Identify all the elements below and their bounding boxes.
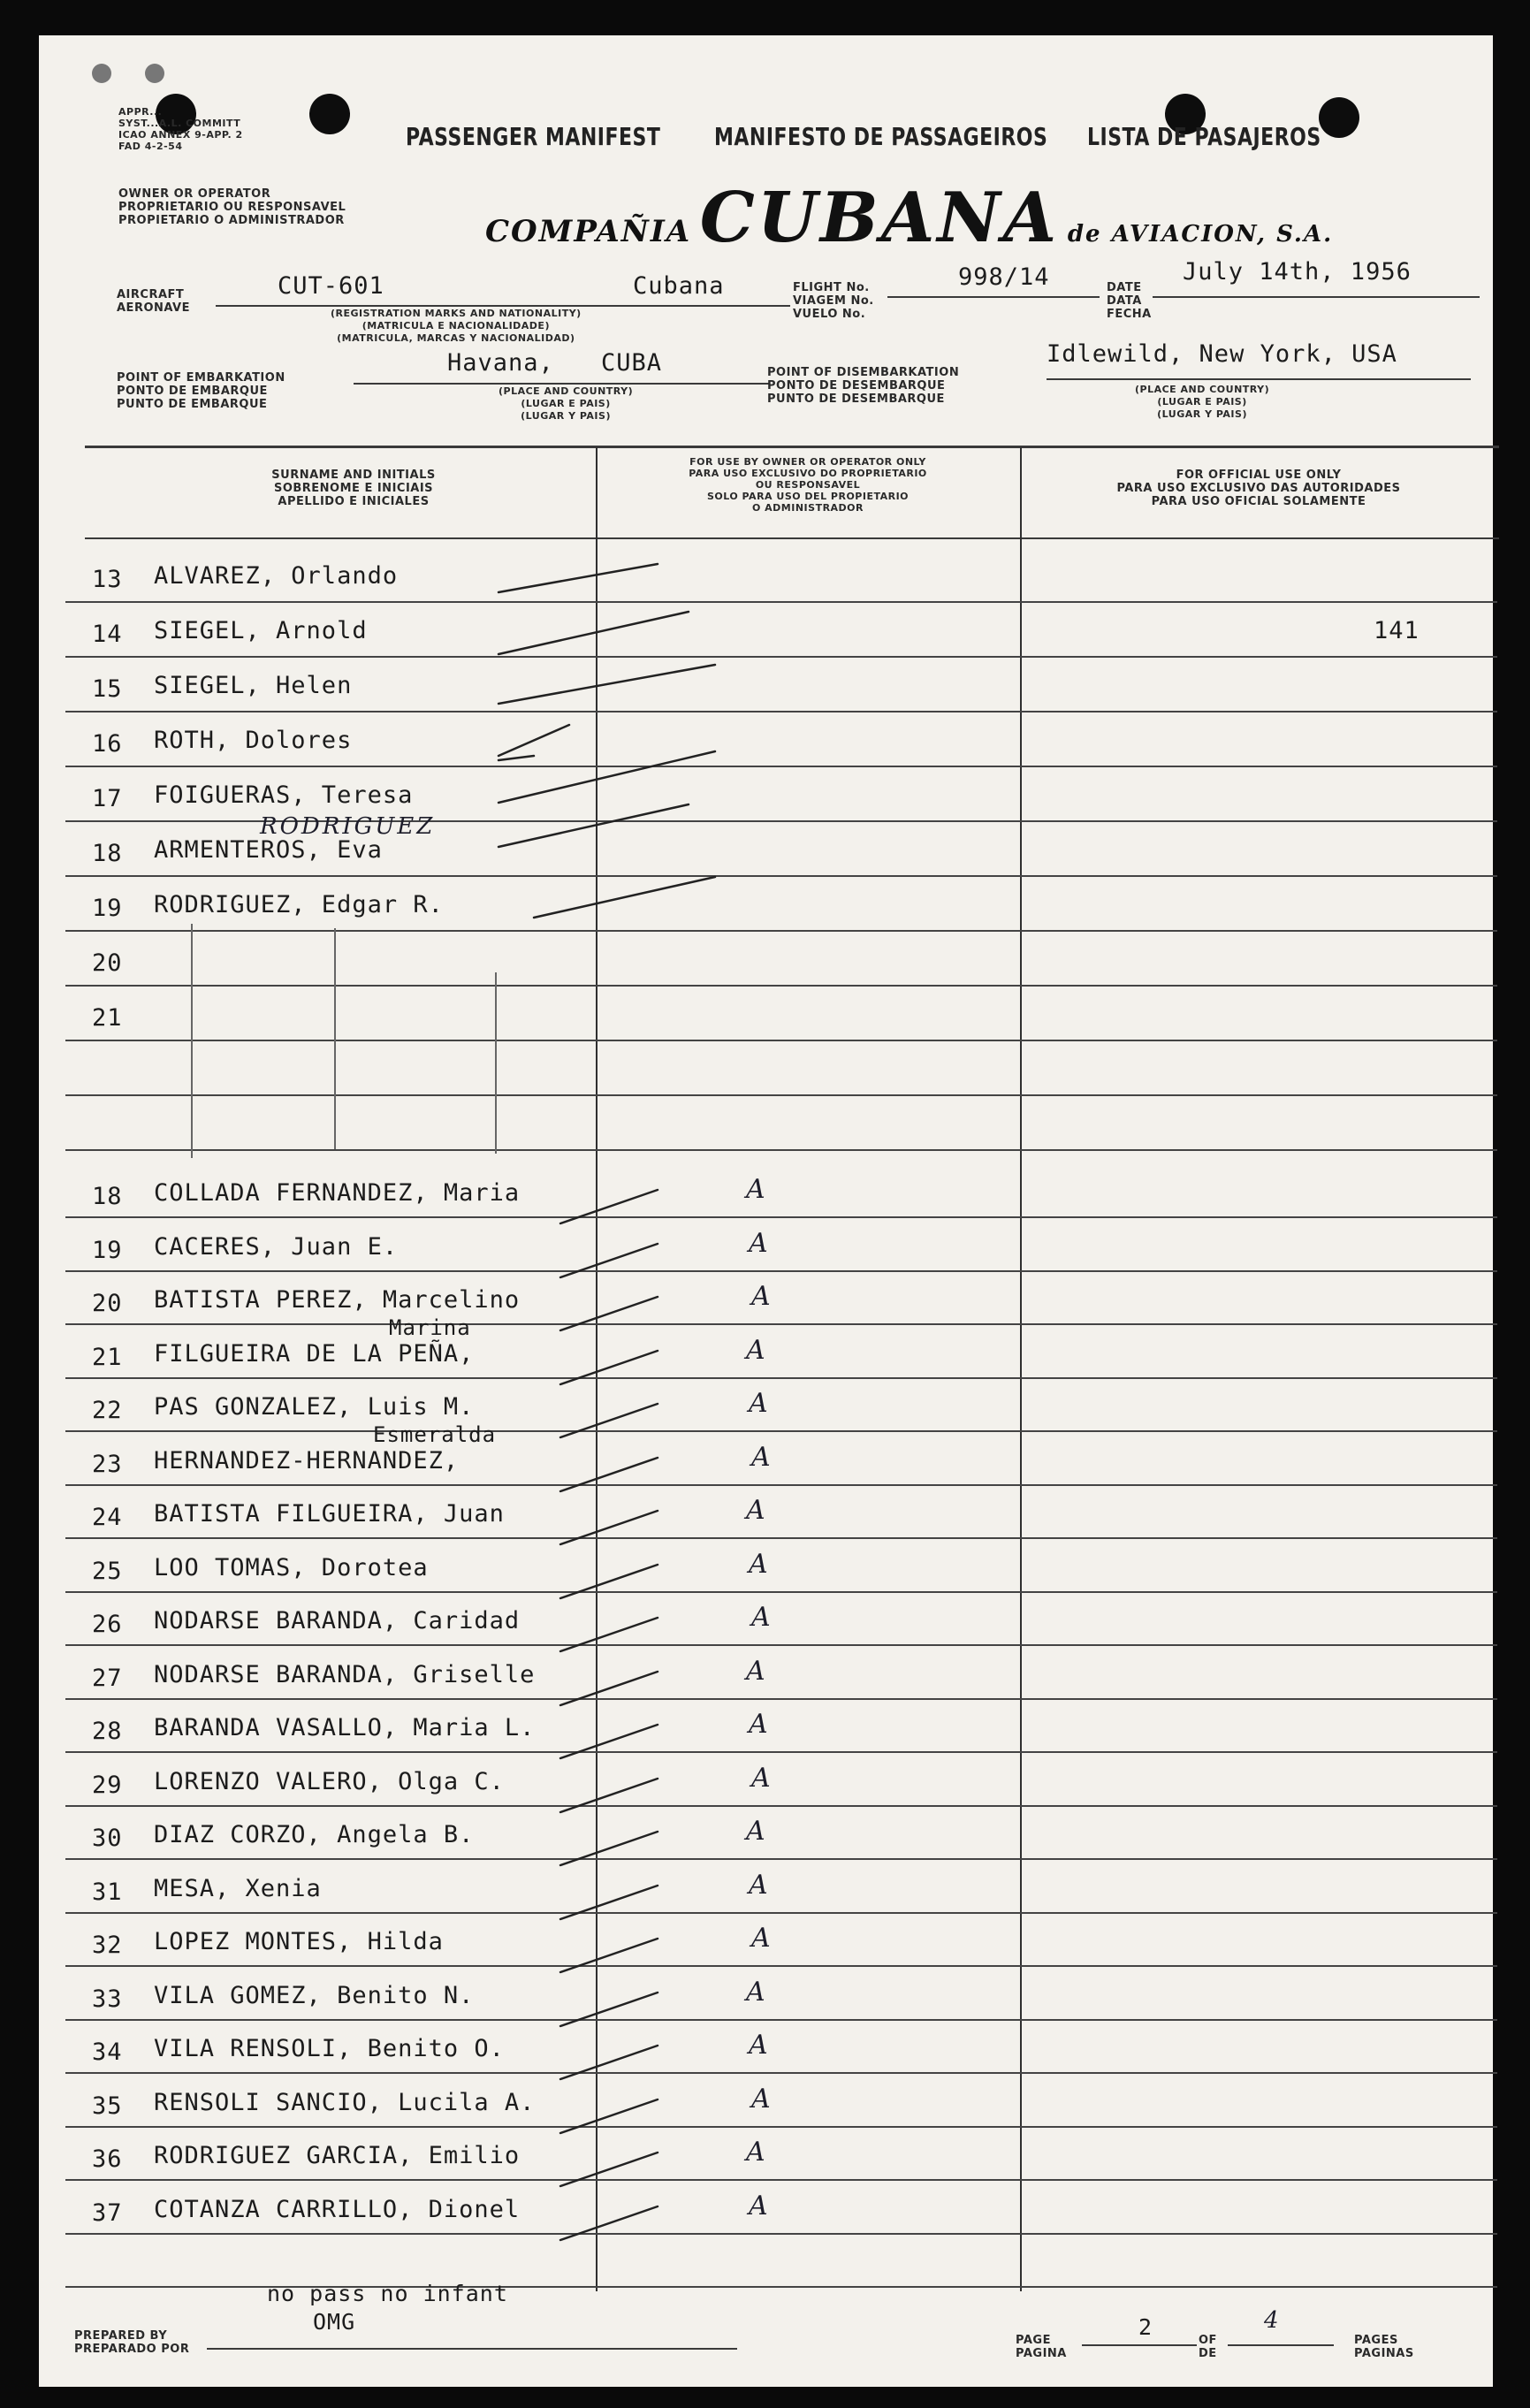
- tick-stroke: [560, 1939, 658, 1972]
- status-mark: A: [746, 1174, 765, 1205]
- status-mark: A: [749, 2030, 768, 2061]
- aircraft-label-en: AIRCRAFT: [117, 288, 185, 301]
- row-number: 34: [92, 2038, 123, 2066]
- row-number: 22: [92, 1397, 123, 1424]
- company-name: CUBANA: [699, 178, 1060, 258]
- status-mark: A: [751, 2084, 771, 2115]
- passenger-name: FOIGUERAS, Teresa: [154, 781, 414, 809]
- reg-note-es: (MATRICULA, MARCAS Y NACIONALIDAD): [337, 332, 575, 344]
- row-number: 15: [92, 675, 123, 703]
- of-label-es: DE: [1199, 2347, 1217, 2360]
- passenger-name: RODRIGUEZ, Edgar R.: [154, 891, 444, 918]
- place-note-pt: (LUGAR E PAIS): [1157, 396, 1247, 408]
- col-owner-2: PARA USO EXCLUSIVO DO PROPRIETARIO: [689, 468, 927, 479]
- operator-value: Cubana: [633, 272, 725, 300]
- row-number: 20: [92, 1290, 123, 1317]
- status-mark: A: [751, 1602, 771, 1633]
- tick-stroke: [560, 2153, 658, 2186]
- page-label-es: PAGINA: [1016, 2347, 1067, 2360]
- title-portuguese: MANIFESTO DE PASSAGEIROS: [714, 124, 1048, 152]
- pages-label: [1354, 2334, 1414, 2360]
- footer-note: no pass no infant: [267, 2281, 508, 2306]
- passenger-name: BARANDA VASALLO, Maria L.: [154, 1714, 536, 1741]
- embark-label-pt: PONTO DE EMBARQUE: [117, 385, 268, 398]
- tick-stroke: [560, 2046, 658, 2079]
- row-number: 18: [92, 1183, 123, 1210]
- flight-number: 998/14: [958, 263, 1050, 291]
- title-english: PASSENGER MANIFEST: [406, 124, 661, 152]
- status-mark: A: [751, 1281, 771, 1312]
- tick-stroke: [560, 1351, 658, 1384]
- place-note-en: (PLACE AND COUNTRY): [499, 385, 634, 397]
- passenger-name: ROTH, Dolores: [154, 727, 353, 754]
- company-prefix: COMPAÑIA: [485, 214, 692, 249]
- col-owner-3: OU RESPONSAVEL: [755, 479, 861, 491]
- col-official-1: FOR OFFICIAL USE ONLY: [1176, 469, 1342, 482]
- passenger-name: NODARSE BARANDA, Caridad: [154, 1607, 521, 1635]
- row-number: 21: [92, 1344, 123, 1371]
- passenger-name: DIAZ CORZO, Angela B.: [154, 1821, 475, 1848]
- passenger-name: LOO TOMAS, Dorotea: [154, 1554, 429, 1581]
- tick-stroke: [560, 1190, 658, 1223]
- passenger-name: SIEGEL, Helen: [154, 672, 353, 699]
- row-number: 27: [92, 1665, 123, 1692]
- passenger-name: BATISTA PEREZ, Marcelino: [154, 1286, 521, 1314]
- of-label-en: OF: [1199, 2334, 1217, 2347]
- status-mark: A: [746, 1495, 765, 1526]
- row-number: 28: [92, 1718, 123, 1745]
- row-number: 31: [92, 1878, 123, 1906]
- check-stroke: [499, 751, 715, 803]
- given-name-above: Marina: [389, 1315, 471, 1340]
- footer-initials: OMG: [313, 2309, 356, 2335]
- row-number: 17: [92, 785, 123, 812]
- pages-label-es: PAGINAS: [1354, 2347, 1414, 2360]
- row-number: 13: [92, 566, 123, 593]
- row-number: 35: [92, 2092, 123, 2120]
- tick-stroke: [560, 1404, 658, 1437]
- embark-label-en: POINT OF EMBARKATION: [117, 371, 285, 385]
- row-number: 33: [92, 1985, 123, 2013]
- row-number: 26: [92, 1611, 123, 1638]
- col-surname-en: SURNAME AND INITIALS: [271, 469, 436, 482]
- status-mark: A: [751, 1923, 771, 1954]
- page-label-en: PAGE: [1016, 2334, 1051, 2347]
- row-number: 32: [92, 1932, 123, 1959]
- row-number: 30: [92, 1825, 123, 1852]
- embark-country: CUBA: [601, 349, 663, 377]
- place-note-es: (LUGAR Y PAIS): [1157, 408, 1247, 420]
- col-surname-es: APELLIDO E INICIALES: [278, 495, 430, 508]
- row-number: 23: [92, 1451, 123, 1478]
- manifest-sheet: [39, 35, 1493, 2387]
- tick-stroke: [560, 1511, 658, 1544]
- col-surname-pt: SOBRENOME E INICIAIS: [273, 482, 434, 495]
- prepared-by-label: [74, 2329, 189, 2356]
- place-note-en: (PLACE AND COUNTRY): [1135, 384, 1270, 395]
- check-stroke: [499, 725, 569, 756]
- aircraft-label-pt: AERONAVE: [117, 301, 191, 315]
- row-number: 20: [92, 949, 123, 977]
- check-stroke: [499, 756, 534, 760]
- page-line: [1082, 2344, 1197, 2346]
- tick-stroke: [560, 1779, 658, 1812]
- flight-label-es: VUELO No.: [793, 308, 866, 321]
- of-label: [1199, 2334, 1217, 2360]
- status-mark: A: [751, 1763, 771, 1794]
- passenger-name: COLLADA FERNANDEZ, Maria: [154, 1179, 521, 1207]
- row-number: 25: [92, 1558, 123, 1585]
- embark-label-es: PUNTO DE EMBARQUE: [117, 398, 268, 411]
- tick-stroke: [560, 1672, 658, 1705]
- total-pages: 4: [1264, 2307, 1279, 2334]
- owner-label-en: OWNER OR OPERATOR: [118, 187, 271, 201]
- page-label: [1016, 2334, 1067, 2360]
- col-official-3: PARA USO OFICIAL SOLAMENTE: [1151, 495, 1366, 508]
- check-stroke: [499, 804, 689, 847]
- page-number: 2: [1138, 2314, 1153, 2340]
- check-stroke: [499, 564, 658, 592]
- pages-label-en: PAGES: [1354, 2334, 1398, 2347]
- row-number: 19: [92, 1237, 123, 1264]
- tick-stroke: [560, 1832, 658, 1865]
- passenger-name: SIEGEL, Arnold: [154, 617, 368, 644]
- row-number: 19: [92, 895, 123, 922]
- passenger-name: ARMENTEROS, Eva: [154, 836, 383, 864]
- col-official-2: PARA USO EXCLUSIVO DAS AUTORIDADES: [1116, 482, 1401, 495]
- passenger-name: FILGUEIRA DE LA PEÑA,: [154, 1340, 475, 1368]
- owner-label-pt: PROPRIETARIO OU RESPONSAVEL: [118, 201, 346, 214]
- disembark-value: Idlewild, New York, USA: [1047, 340, 1397, 368]
- passenger-name: LORENZO VALERO, Olga C.: [154, 1768, 505, 1795]
- reg-note-pt: (MATRICULA E NACIONALIDADE): [362, 320, 550, 331]
- handwritten-strokes: [39, 35, 1493, 2387]
- status-mark: A: [746, 1977, 765, 2008]
- row-number: 18: [92, 840, 123, 867]
- disembark-label-pt: PONTO DE DESEMBARQUE: [767, 379, 946, 392]
- status-mark: A: [749, 1870, 768, 1901]
- col-owner-5: O ADMINISTRADOR: [751, 502, 864, 514]
- passenger-name: PAS GONZALEZ, Luis M.: [154, 1393, 475, 1421]
- passenger-name: LOPEZ MONTES, Hilda: [154, 1928, 444, 1955]
- col-owner-1: FOR USE BY OWNER OR OPERATOR ONLY: [689, 456, 926, 468]
- place-note-es: (LUGAR Y PAIS): [521, 410, 611, 422]
- tick-stroke: [560, 2206, 658, 2240]
- status-mark: A: [749, 1228, 768, 1259]
- approval-line: ICAO ANNEX 9-APP. 2: [118, 129, 243, 141]
- status-mark: A: [746, 1656, 765, 1687]
- flight-label-en: FLIGHT No.: [793, 281, 870, 294]
- prepared-by-en: PREPARED BY: [74, 2329, 168, 2343]
- place-note-pt: (LUGAR E PAIS): [521, 398, 611, 409]
- row-number: 24: [92, 1504, 123, 1531]
- company-suffix: de AVIACION, S.A.: [1067, 221, 1334, 248]
- date-label-pt: DATA: [1107, 294, 1142, 308]
- handwritten-correction: RODRIGUEZ: [260, 813, 436, 840]
- tick-stroke: [560, 1993, 658, 2026]
- status-mark: A: [749, 2191, 768, 2221]
- passenger-name: RENSOLI SANCIO, Lucila A.: [154, 2089, 536, 2116]
- title-spanish: LISTA DE PASAJEROS: [1087, 124, 1321, 152]
- status-mark: A: [746, 1816, 765, 1847]
- tick-stroke: [560, 1244, 658, 1277]
- passenger-name: MESA, Xenia: [154, 1875, 322, 1902]
- embark-city: Havana,: [447, 349, 554, 377]
- row-number: 14: [92, 621, 123, 648]
- check-stroke: [499, 665, 715, 704]
- status-mark: A: [746, 2137, 765, 2168]
- passenger-name: COTANZA CARRILLO, Dionel: [154, 2196, 521, 2223]
- approval-line: SYST...A.L. COMMITT: [118, 118, 241, 129]
- reg-note-en: (REGISTRATION MARKS AND NATIONALITY): [331, 308, 582, 319]
- passenger-name: VILA GOMEZ, Benito N.: [154, 1982, 475, 2009]
- tick-stroke: [560, 1297, 658, 1330]
- owner-label-es: PROPIETARIO O ADMINISTRADOR: [118, 214, 345, 227]
- approval-line: APPR...: [118, 106, 163, 118]
- given-name-above: Esmeralda: [373, 1422, 497, 1447]
- passenger-name: VILA RENSOLI, Benito O.: [154, 2035, 505, 2062]
- row-number: 37: [92, 2199, 123, 2227]
- aircraft-value: CUT-601: [278, 272, 384, 300]
- row-number: 36: [92, 2145, 123, 2173]
- date-label-en: DATE: [1107, 281, 1142, 294]
- status-mark: A: [749, 1549, 768, 1580]
- of-line: [1228, 2344, 1334, 2346]
- tick-stroke: [560, 1725, 658, 1758]
- status-mark: A: [751, 1442, 771, 1473]
- prepared-by-line: [207, 2348, 737, 2350]
- passenger-name: BATISTA FILGUEIRA, Juan: [154, 1500, 505, 1528]
- disembark-label-en: POINT OF DISEMBARKATION: [767, 366, 960, 379]
- status-mark: A: [749, 1388, 768, 1419]
- passenger-name: CACERES, Juan E.: [154, 1233, 399, 1261]
- tick-stroke: [560, 1618, 658, 1651]
- tick-stroke: [560, 1886, 658, 1919]
- col-owner-4: SOLO PARA USO DEL PROPIETARIO: [706, 491, 910, 502]
- flight-label-pt: VIAGEM No.: [793, 294, 874, 308]
- passenger-name: HERNANDEZ-HERNANDEZ,: [154, 1447, 460, 1475]
- tick-stroke: [560, 2099, 658, 2133]
- check-stroke: [499, 612, 689, 654]
- date-value: July 14th, 1956: [1183, 258, 1412, 286]
- tick-stroke: [560, 1565, 658, 1598]
- check-stroke: [534, 877, 715, 918]
- status-mark: A: [749, 1709, 768, 1740]
- tick-stroke: [560, 1458, 658, 1491]
- passenger-name: RODRIGUEZ GARCIA, Emilio: [154, 2142, 521, 2169]
- official-number: 141: [1374, 617, 1420, 644]
- passenger-name: ALVAREZ, Orlando: [154, 562, 399, 590]
- row-number: 16: [92, 730, 123, 758]
- prepared-by-es: PREPARADO POR: [74, 2343, 190, 2356]
- date-label-es: FECHA: [1107, 308, 1152, 321]
- status-mark: A: [746, 1335, 765, 1366]
- disembark-label-es: PUNTO DE DESEMBARQUE: [767, 392, 945, 406]
- approval-line: FAD 4-2-54: [118, 141, 183, 152]
- row-number: 21: [92, 1004, 123, 1032]
- passenger-name: NODARSE BARANDA, Griselle: [154, 1661, 536, 1688]
- row-number: 29: [92, 1772, 123, 1799]
